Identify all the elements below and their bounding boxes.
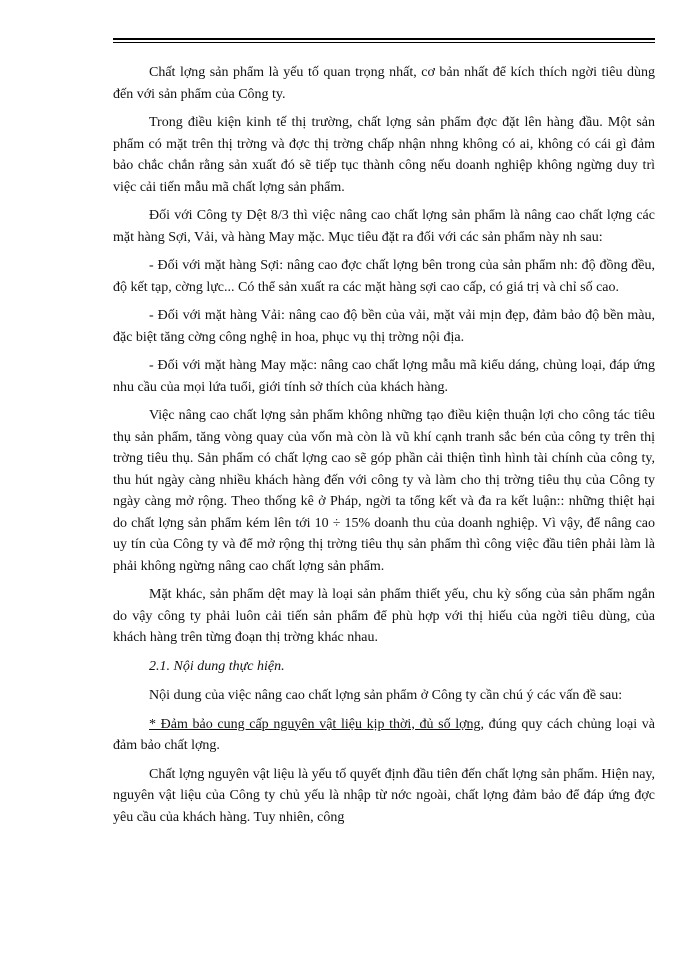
paragraph-8: Mặt khác, sản phẩm dệt may là loại sản phẩm thiết yếu, chu kỳ sống của sản phẩm ngắn do vậy công ty phải luôn cải tiến sản phẩm để phù hợp với thị hiếu của ngời tiêu dùng, của khách hàng trên từng đoạn thị trờng khác nhau. [113,587,655,645]
paragraph-fabric: - Đối với mặt hàng Vải: nâng cao độ bền của vải, mặt vải mịn đẹp, đảm bảo độ bền màu, đặc biệt tăng cờng công nghệ in hoa, phục vụ thị trờng nội địa. [113,308,655,345]
paragraph-2: Trong điều kiện kinh tế thị trường, chất lợng sản phẩm đợc đặt lên hàng đầu. Một sản phẩm có mặt trên thị trờng và đợc thị trờng chấp nhận nhng không có ai, không có cái gì đảm bảo chắc chắn rằng sản xuất đó sẽ tiếp tục thành công nếu doanh nghiệp không ngừng duy trì việc cải tiến mẫu mã chất lợng sản phẩm. [113,115,655,195]
paragraph-yarn: - Đối với mặt hàng Sợi: nâng cao đợc chất lợng bên trong của sản phẩm nh: độ đồng đều, độ kết tạp, cờng lực... Có thể sản xuất ra các mặt hàng sợi cao cấp, có giá trị và chỉ số cao. [113,258,655,295]
document-page [113,62,655,835]
paragraph-garment: - Đối với mặt hàng May mặc: nâng cao chất lợng mẫu mã kiểu dáng, chủng loại, đáp ứng nhu cầu của mọi lứa tuổi, giới tính sở thích của khách hàng. [113,358,655,395]
paragraph-1: Chất lợng sản phẩm là yếu tố quan trọng nhất, cơ bản nhất để kích thích ngời tiêu dùng đến với sản phẩm của Công ty. [113,65,655,102]
paragraph-9: Nội dung của việc nâng cao chất lợng sản phẩm ở Công ty cần chú ý các vấn đề sau: [149,688,623,703]
bullet-paragraph [113,714,655,757]
header-rule-thin [113,42,655,43]
bullet-rest-text: đúng quy cách chủng loại và đảm bảo chất lợng. [113,716,656,753]
bullet-underlined-text: * Đảm bảo cung cấp nguyên vật liệu kịp thời, đủ số lợng, [149,716,485,732]
section-subheading: 2.1. Nội dung thực hiện. [149,658,285,674]
paragraph-7: Việc nâng cao chất lợng sản phẩm không những tạo điều kiện thuận lợi cho công tác tiêu thụ sản phẩm, tăng vòng quay của vốn mà còn là vũ khí cạnh tranh sắc bén của công ty trên thị trờng tiêu thụ. Sản phẩm có chất lợng cao sẽ góp phần cải thiện tình hình tài chính của công ty, thu hút ngày càng nhiều khách hàng đến với công ty và làm cho thị trờng tiêu thụ của Công ty ngày càng mở rộng. Theo thống kê ở Pháp, ngời ta tổng kết và đa ra kết luận:: những thiệt hại do chất lợng sản phẩm kém lên tới 10 ÷ 15% doanh thu của doanh nghiệp. Vì vậy, để nâng cao uy tín của Công ty và để mở rộng thị trờng tiêu thụ sản phẩm thì công việc đầu tiên phải làm là phải không ngừng nâng cao chất lợng sản phẩm. [113,408,655,574]
header-rule-thick [113,38,655,40]
paragraph-10: Chất lợng nguyên vật liệu là yếu tố quyết định đầu tiên đến chất lợng sản phẩm. Hiện nay, nguyên vật liệu của Công ty chủ yếu là nhập từ nớc ngoài, chất lợng đảm bảo để đáp ứng đợc yêu cầu của khách hàng. Tuy nhiên, công [113,766,655,825]
paragraph-3: Đối với Công ty Dệt 8/3 thì việc nâng cao chất lợng sản phẩm là nâng cao chất lợng các mặt hàng Sợi, Vải, và hàng May mặc. Mục tiêu đặt ra đối với các sản phẩm này nh sau: [113,208,655,245]
